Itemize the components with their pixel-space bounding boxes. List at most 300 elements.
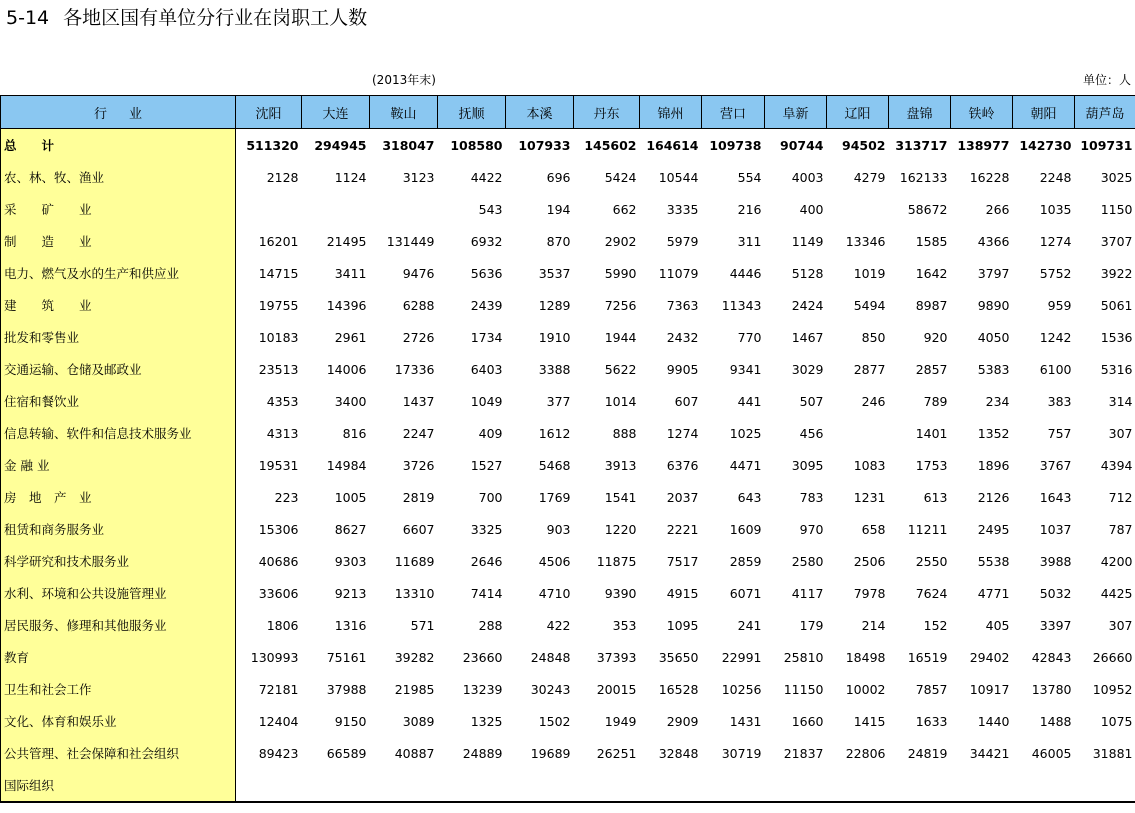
- row-industry-label: 总 计: [1, 129, 236, 162]
- table-cell: 850: [861, 329, 886, 345]
- table-cell: 145602: [584, 137, 637, 153]
- table-cell: 20015: [596, 681, 637, 697]
- table-cell: 4915: [666, 585, 699, 601]
- table-cell: 3029: [791, 361, 824, 377]
- table-cell: 234: [985, 393, 1010, 409]
- table-cell: 4394: [1100, 457, 1133, 473]
- table-cell: 959: [1047, 297, 1072, 313]
- table-cell: 89423: [258, 745, 299, 761]
- table-cell: 7857: [915, 681, 948, 697]
- row-industry-label: 制 造 业: [1, 225, 236, 257]
- table-cell: 1005: [334, 489, 367, 505]
- table-cell: 18498: [845, 649, 886, 665]
- table-cell: 1585: [915, 233, 948, 249]
- table-row: [1, 737, 1135, 769]
- table-cell: 94502: [842, 137, 886, 153]
- table-cell: 507: [799, 393, 824, 409]
- table-cell: 313717: [895, 137, 948, 153]
- table-cell: 10183: [258, 329, 299, 345]
- table-row: [1, 577, 1135, 609]
- row-industry-label: 农、林、牧、渔业: [1, 161, 236, 193]
- table-cell: 5128: [791, 265, 824, 281]
- table-cell: 16228: [969, 169, 1010, 185]
- table-cell: 903: [546, 521, 571, 537]
- table-cell: 1488: [1039, 713, 1072, 729]
- table-cell: 16201: [258, 233, 299, 249]
- table-cell: 1609: [729, 521, 762, 537]
- table-cell: 6607: [402, 521, 435, 537]
- table-cell: 2819: [402, 489, 435, 505]
- table-cell: 34421: [969, 745, 1010, 761]
- table-cell: 9476: [402, 265, 435, 281]
- table-cell: 383: [1047, 393, 1072, 409]
- table-cell: 607: [674, 393, 699, 409]
- table-cell: 307: [1108, 617, 1133, 633]
- table-cell: 5990: [604, 265, 637, 281]
- table-cell: 307: [1108, 425, 1133, 441]
- table-cell: 3388: [538, 361, 571, 377]
- table-cell: 58672: [907, 201, 948, 217]
- table-cell: 9890: [977, 297, 1010, 313]
- table-row: [1, 481, 1135, 513]
- header-city: 大连: [302, 96, 370, 129]
- header-industry: 行业: [1, 96, 236, 129]
- table-cell: 2859: [729, 553, 762, 569]
- table-row: [1, 353, 1135, 385]
- table-cell: 3913: [604, 457, 637, 473]
- table-cell: [889, 769, 951, 802]
- table-cell: 72181: [258, 681, 299, 697]
- table-cell: 14396: [326, 297, 367, 313]
- table-cell: 2439: [470, 297, 503, 313]
- table-cell: 266: [985, 201, 1010, 217]
- table-cell: 1150: [1100, 201, 1133, 217]
- table-cell: 2646: [470, 553, 503, 569]
- header-city: 葫芦岛: [1075, 96, 1135, 129]
- table-cell: 3335: [666, 201, 699, 217]
- table-cell: 1437: [402, 393, 435, 409]
- table-cell: 24848: [530, 649, 571, 665]
- table-cell: 658: [861, 521, 886, 537]
- row-industry-label: 公共管理、社会保障和社会组织: [1, 737, 236, 769]
- table-cell: 3095: [791, 457, 824, 473]
- table-cell: 1289: [538, 297, 571, 313]
- table-cell: 1896: [977, 457, 1010, 473]
- table-cell: 4200: [1100, 553, 1133, 569]
- header-city: 辽阳: [827, 96, 889, 129]
- table-cell: 2424: [791, 297, 824, 313]
- table-cell: 1083: [853, 457, 886, 473]
- employment-table: [0, 95, 1135, 803]
- table-cell: 1037: [1039, 521, 1072, 537]
- table-cell: 613: [923, 489, 948, 505]
- table-cell: 42843: [1031, 649, 1072, 665]
- table-cell: 1467: [791, 329, 824, 345]
- table-cell: 107933: [518, 137, 571, 153]
- table-cell: [765, 769, 827, 802]
- table-cell: 7517: [666, 553, 699, 569]
- table-cell: 4313: [266, 425, 299, 441]
- table-cell: 246: [861, 393, 886, 409]
- table-cell: [370, 193, 438, 225]
- table-row: [1, 673, 1135, 705]
- table-row: [1, 161, 1135, 193]
- table-cell: 16528: [658, 681, 699, 697]
- header-city: 朝阳: [1013, 96, 1075, 129]
- table-cell: 2128: [266, 169, 299, 185]
- table-row: [1, 417, 1135, 449]
- table-cell: 17336: [394, 361, 435, 377]
- header-city: 盘锦: [889, 96, 951, 129]
- table-cell: 5032: [1039, 585, 1072, 601]
- table-cell: 1231: [853, 489, 886, 505]
- table-cell: [302, 769, 370, 802]
- row-industry-label: 建 筑 业: [1, 289, 236, 321]
- table-cell: 787: [1108, 521, 1133, 537]
- table-cell: 4425: [1100, 585, 1133, 601]
- table-cell: 3922: [1100, 265, 1133, 281]
- table-cell: [640, 769, 702, 802]
- table-cell: 3025: [1100, 169, 1133, 185]
- table-cell: 6071: [729, 585, 762, 601]
- table-cell: 39282: [394, 649, 435, 665]
- table-cell: 1769: [538, 489, 571, 505]
- row-industry-label: 租赁和商务服务业: [1, 513, 236, 545]
- table-cell: 3767: [1039, 457, 1072, 473]
- table-cell: 1035: [1039, 201, 1072, 217]
- table-row: [1, 385, 1135, 417]
- page-title: [6, 4, 367, 32]
- table-cell: 1633: [915, 713, 948, 729]
- table-cell: 1025: [729, 425, 762, 441]
- table-cell: 9905: [666, 361, 699, 377]
- table-cell: 1753: [915, 457, 948, 473]
- table-cell: 11343: [721, 297, 762, 313]
- table-cell: 15306: [258, 521, 299, 537]
- table-cell: 11150: [783, 681, 824, 697]
- table-cell: 29402: [969, 649, 1010, 665]
- header-city: 营口: [702, 96, 765, 129]
- table-cell: 3123: [402, 169, 435, 185]
- table-cell: 37393: [596, 649, 637, 665]
- table-cell: 4506: [538, 553, 571, 569]
- row-industry-label: 科学研究和技术服务业: [1, 545, 236, 577]
- table-cell: 5316: [1100, 361, 1133, 377]
- table-cell: 3726: [402, 457, 435, 473]
- row-industry-label: 批发和零售业: [1, 321, 236, 353]
- table-cell: 770: [737, 329, 762, 345]
- table-cell: 216: [737, 201, 762, 217]
- table-cell: 1415: [853, 713, 886, 729]
- table-cell: 23660: [462, 649, 503, 665]
- table-cell: 662: [612, 201, 637, 217]
- table-cell: 5979: [666, 233, 699, 249]
- table-cell: 456: [799, 425, 824, 441]
- table-cell: 3400: [334, 393, 367, 409]
- table-cell: [574, 769, 640, 802]
- table-cell: 26251: [596, 745, 637, 761]
- table-cell: 643: [737, 489, 762, 505]
- table-cell: 10256: [721, 681, 762, 697]
- table-cell: 138977: [957, 137, 1010, 153]
- table-cell: 30719: [721, 745, 762, 761]
- table-row: [1, 641, 1135, 673]
- table-cell: 40686: [258, 553, 299, 569]
- table-cell: 10952: [1092, 681, 1133, 697]
- row-industry-label: 房 地 产 业: [1, 481, 236, 513]
- table-cell: 6932: [470, 233, 503, 249]
- table-cell: [506, 769, 574, 802]
- row-industry-label: 国际组织: [1, 769, 236, 802]
- table-cell: 10002: [845, 681, 886, 697]
- table-cell: 2877: [853, 361, 886, 377]
- table-cell: 5494: [853, 297, 886, 313]
- row-industry-label: 交通运输、仓储及邮政业: [1, 353, 236, 385]
- table-cell: 4771: [977, 585, 1010, 601]
- table-cell: 3089: [402, 713, 435, 729]
- table-cell: 13239: [462, 681, 503, 697]
- table-row: [1, 257, 1135, 289]
- table-cell: 1642: [915, 265, 948, 281]
- row-industry-label: 采 矿 业: [1, 193, 236, 225]
- table-cell: 409: [478, 425, 503, 441]
- table-cell: [438, 769, 506, 802]
- table-cell: 1014: [604, 393, 637, 409]
- table-cell: 152: [923, 617, 948, 633]
- table-cell: 16519: [907, 649, 948, 665]
- table-cell: [827, 417, 889, 449]
- table-cell: 700: [478, 489, 503, 505]
- table-row: [1, 225, 1135, 257]
- table-cell: 1095: [666, 617, 699, 633]
- table-cell: 26660: [1092, 649, 1133, 665]
- table-cell: 400: [799, 201, 824, 217]
- table-cell: 2902: [604, 233, 637, 249]
- table-cell: 2550: [915, 553, 948, 569]
- table-cell: 4446: [729, 265, 762, 281]
- table-cell: [236, 193, 302, 225]
- table-cell: 1734: [470, 329, 503, 345]
- table-cell: 11079: [658, 265, 699, 281]
- table-cell: 6403: [470, 361, 503, 377]
- table-cell: 75161: [326, 649, 367, 665]
- table-cell: 21985: [394, 681, 435, 697]
- table-cell: 696: [546, 169, 571, 185]
- table-cell: 12404: [258, 713, 299, 729]
- table-cell: [1075, 769, 1135, 802]
- table-number: 5-14: [6, 7, 50, 29]
- table-cell: 1536: [1100, 329, 1133, 345]
- table-cell: 7414: [470, 585, 503, 601]
- table-cell: 554: [737, 169, 762, 185]
- table-cell: 311: [737, 233, 762, 249]
- table-cell: 3411: [334, 265, 367, 281]
- table-cell: 13310: [394, 585, 435, 601]
- table-cell: 1431: [729, 713, 762, 729]
- table-cell: 789: [923, 393, 948, 409]
- table-cell: 2961: [334, 329, 367, 345]
- header-city: 阜新: [765, 96, 827, 129]
- table-cell: 1910: [538, 329, 571, 345]
- table-cell: [370, 769, 438, 802]
- table-cell: 1660: [791, 713, 824, 729]
- header-city: 铁岭: [951, 96, 1013, 129]
- table-cell: 1944: [604, 329, 637, 345]
- table-body: [1, 129, 1135, 803]
- table-row: [1, 321, 1135, 353]
- table-cell: 1949: [604, 713, 637, 729]
- table-cell: 5622: [604, 361, 637, 377]
- table-cell: 3988: [1039, 553, 1072, 569]
- table-cell: 888: [612, 425, 637, 441]
- row-industry-label: 卫生和社会工作: [1, 673, 236, 705]
- table-cell: 8627: [334, 521, 367, 537]
- table-cell: 7256: [604, 297, 637, 313]
- table-cell: 1316: [334, 617, 367, 633]
- table-cell: 40887: [394, 745, 435, 761]
- table-cell: 4366: [977, 233, 1010, 249]
- table-cell: 3797: [977, 265, 1010, 281]
- table-cell: 5424: [604, 169, 637, 185]
- row-industry-label: 文化、体育和娱乐业: [1, 705, 236, 737]
- table-cell: 109731: [1080, 137, 1133, 153]
- table-cell: 32848: [658, 745, 699, 761]
- table-cell: 2221: [666, 521, 699, 537]
- table-cell: [827, 193, 889, 225]
- table-cell: 1401: [915, 425, 948, 441]
- table-cell: 33606: [258, 585, 299, 601]
- row-industry-label: 金 融 业: [1, 449, 236, 481]
- table-cell: 1806: [266, 617, 299, 633]
- table-cell: 511320: [246, 137, 299, 153]
- row-industry-label: 水利、环境和公共设施管理业: [1, 577, 236, 609]
- table-cell: 1019: [853, 265, 886, 281]
- table-cell: [236, 769, 302, 802]
- table-cell: 2248: [1039, 169, 1072, 185]
- table-cell: 130993: [250, 649, 299, 665]
- table-cell: 5468: [538, 457, 571, 473]
- table-cell: 19531: [258, 457, 299, 473]
- header-city: 鞍山: [370, 96, 438, 129]
- table-cell: 13780: [1031, 681, 1072, 697]
- unit-note: 单位：人: [1082, 73, 1131, 87]
- table-cell: 23513: [258, 361, 299, 377]
- header-city: 抚顺: [438, 96, 506, 129]
- table-cell: 1274: [666, 425, 699, 441]
- table-cell: 1352: [977, 425, 1010, 441]
- date-note: (2013年末): [372, 73, 436, 87]
- table-cell: 2432: [666, 329, 699, 345]
- table-cell: 162133: [899, 169, 948, 185]
- table-cell: 22806: [845, 745, 886, 761]
- table-row: [1, 545, 1135, 577]
- table-cell: 9213: [334, 585, 367, 601]
- table-cell: 377: [546, 393, 571, 409]
- table-row: [1, 609, 1135, 641]
- table-cell: 1325: [470, 713, 503, 729]
- table-cell: 131449: [386, 233, 435, 249]
- table-cell: 4353: [266, 393, 299, 409]
- table-cell: 4050: [977, 329, 1010, 345]
- row-industry-label: 住宿和餐饮业: [1, 385, 236, 417]
- table-cell: 14984: [326, 457, 367, 473]
- header-row: [1, 96, 1135, 129]
- table-cell: 870: [546, 233, 571, 249]
- table-cell: 2495: [977, 521, 1010, 537]
- table-cell: 1643: [1039, 489, 1072, 505]
- table-cell: 46005: [1031, 745, 1072, 761]
- table-cell: 288: [478, 617, 503, 633]
- table-cell: 1502: [538, 713, 571, 729]
- table-cell: 4710: [538, 585, 571, 601]
- table-cell: [702, 769, 765, 802]
- table-cell: 4003: [791, 169, 824, 185]
- table-cell: [951, 769, 1013, 802]
- header-city: 丹东: [574, 96, 640, 129]
- table-cell: 757: [1047, 425, 1072, 441]
- table-cell: 6288: [402, 297, 435, 313]
- table-row: [1, 289, 1135, 321]
- table-cell: 1527: [470, 457, 503, 473]
- table-cell: 24889: [462, 745, 503, 761]
- table-cell: 1220: [604, 521, 637, 537]
- table-cell: 1274: [1039, 233, 1072, 249]
- header-city: 沈阳: [236, 96, 302, 129]
- table-cell: 1612: [538, 425, 571, 441]
- table-cell: 970: [799, 521, 824, 537]
- table-cell: 10544: [658, 169, 699, 185]
- table-cell: 2247: [402, 425, 435, 441]
- table-cell: 3707: [1100, 233, 1133, 249]
- row-industry-label: 电力、燃气及水的生产和供应业: [1, 257, 236, 289]
- table-cell: 920: [923, 329, 948, 345]
- table-cell: 10917: [969, 681, 1010, 697]
- table-cell: 543: [478, 201, 503, 217]
- table-cell: 5636: [470, 265, 503, 281]
- table-cell: 2580: [791, 553, 824, 569]
- table-cell: 1049: [470, 393, 503, 409]
- table-cell: [1013, 769, 1075, 802]
- table-cell: 353: [612, 617, 637, 633]
- table-cell: 3325: [470, 521, 503, 537]
- table-row: [1, 449, 1135, 481]
- table-cell: 2909: [666, 713, 699, 729]
- table-cell: 5383: [977, 361, 1010, 377]
- table-cell: 31881: [1092, 745, 1133, 761]
- header-city: 本溪: [506, 96, 574, 129]
- table-cell: 7978: [853, 585, 886, 601]
- table-cell: 4471: [729, 457, 762, 473]
- table-row: [1, 769, 1135, 802]
- table-cell: 6376: [666, 457, 699, 473]
- table-cell: 441: [737, 393, 762, 409]
- table-row: [1, 129, 1135, 162]
- table-cell: 2726: [402, 329, 435, 345]
- table-cell: 4117: [791, 585, 824, 601]
- table-cell: 6100: [1039, 361, 1072, 377]
- table-cell: 4279: [853, 169, 886, 185]
- table-cell: 7363: [666, 297, 699, 313]
- table-cell: 2506: [853, 553, 886, 569]
- table-cell: [827, 769, 889, 802]
- table-cell: 5538: [977, 553, 1010, 569]
- table-cell: 14006: [326, 361, 367, 377]
- table-cell: 19689: [530, 745, 571, 761]
- table-cell: 19755: [258, 297, 299, 313]
- table-cell: 11875: [596, 553, 637, 569]
- table-cell: 318047: [382, 137, 435, 153]
- table-cell: 25810: [783, 649, 824, 665]
